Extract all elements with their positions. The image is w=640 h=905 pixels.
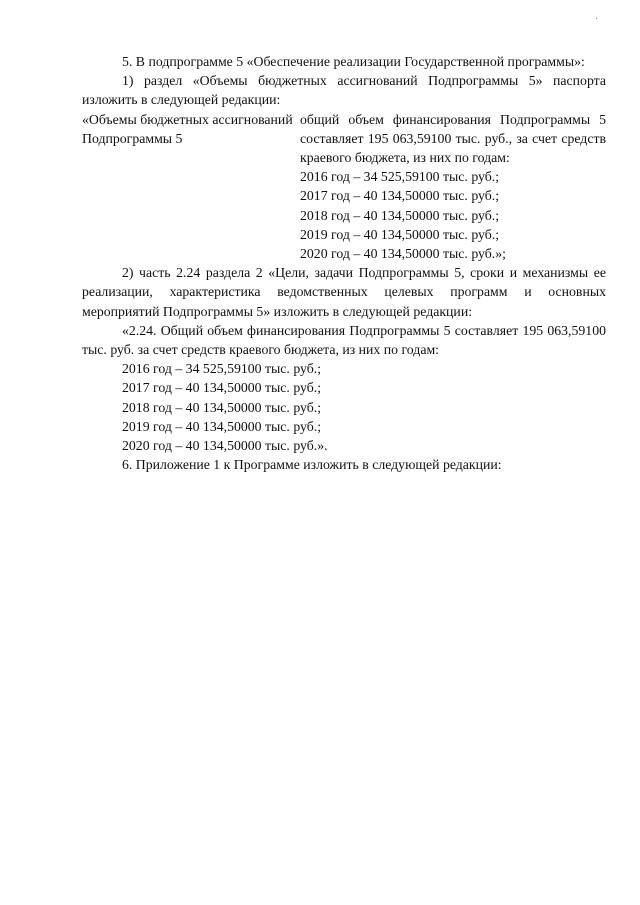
document-body [82,52,606,474]
section-2-24-year-line: 2018 год – 40 134,50000 тыс. руб.; [122,399,322,415]
passport-year-line: 2017 год – 40 134,50000 тыс. руб.; [300,188,500,204]
passport-year-line: 2019 год – 40 134,50000 тыс. руб.; [300,226,500,242]
passport-year-line: 2018 год – 40 134,50000 тыс. руб.; [300,207,500,223]
passport-year-line: 2020 год – 40 134,50000 тыс. руб.»; [300,246,506,262]
item6: 6. Приложение 1 к Программе изложить в следующей редакции: [122,457,502,473]
stray-mark: · [595,14,599,25]
item5-subitem-1: 1) раздел «Объемы бюджетных ассигнований Подпрограммы 5» паспорта изложить в следующей редакции: [82,73,606,108]
passport-year-line: 2016 год – 34 525,59100 тыс. руб.; [300,169,500,185]
section-2-24: «2.24. Общий объем финансирования Подпрограммы 5 составляет 195 063,59100 тыс. руб. за счет средств краевого бюджета, из них по годам: [82,322,606,358]
item5-subitem-2: 2) часть 2.24 раздела 2 «Цели, задачи Подпрограммы 5, сроки и механизмы ее реализации, характеристика ведомственных целевых программ и основных мероприятий Подпрограммы 5» изложить в следующей редакции: [82,265,606,319]
passport-intro: общий объем финансирования Подпрограммы 5 составляет 195 063,59100 тыс. руб., за счет средств краевого бюджета, из них по годам: [300,111,606,166]
passport-left-cell: «Объемы бюджетных ассигнований Подпрограммы 5 [82,111,293,146]
section-2-24-year-line: 2016 год – 34 525,59100 тыс. руб.; [122,361,322,377]
passport-table [82,110,606,264]
section-2-24-year-line: 2020 год – 40 134,50000 тыс. руб.». [122,438,328,454]
passport-right-cell [300,110,606,264]
section-2-24-year-line: 2017 год – 40 134,50000 тыс. руб.; [122,380,322,396]
item5-heading: 5. В подпрограмме 5 «Обеспечение реализации Государственной программы»: [122,54,585,69]
section-2-24-year-line: 2019 год – 40 134,50000 тыс. руб.; [122,418,322,434]
